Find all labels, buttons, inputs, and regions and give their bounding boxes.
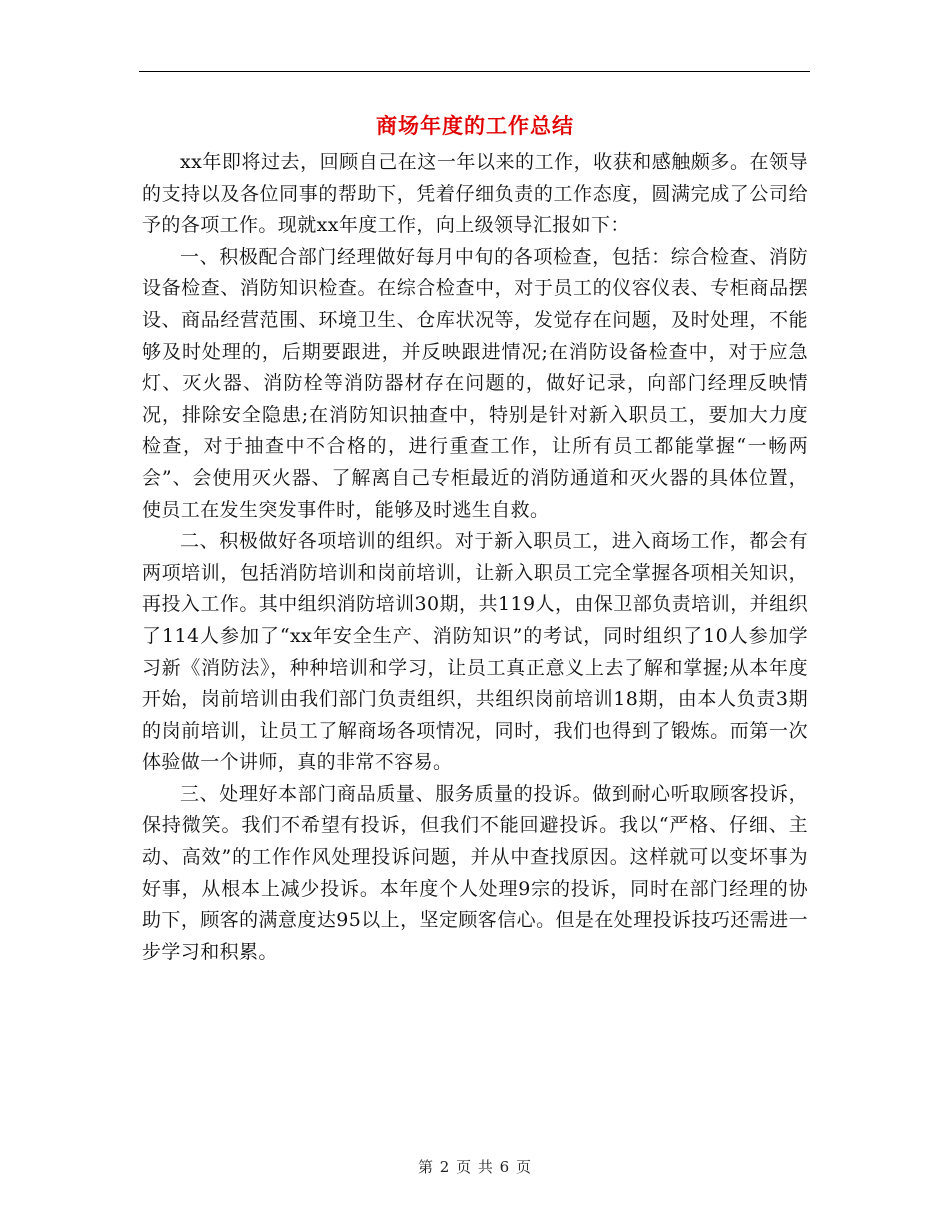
paragraph-section-3: 三、处理好本部门商品质量、服务质量的投诉。做到耐心听取顾客投诉，保持微笑。我们不希望有投诉，但我们不能回避投诉。我以“严格、仔细、主动、高效”的工作作风处理投诉问题，并从中查找原因。这样就可以变坏事为好事，从根本上减少投诉。本年度个人处理9宗的投诉，同时在部门经理的协助下，顾客的满意度达95以上，坚定顾客信心。但是在处理投诉技巧还需进一步学习和积累。	[142, 782, 808, 963]
page-number: 第 2 页 共 6 页	[418, 1158, 532, 1176]
document-title: 商场年度的工作总结	[376, 113, 574, 138]
paragraph-section-2: 二、积极做好各项培训的组织。对于新入职员工，进入商场工作，都会有两项培训，包括消防培训和岗前培训，让新入职员工完全掌握各项相关知识，再投入工作。其中组织消防培训30期，共119人，由保卫部负责培训，并组织了114人参加了“xx年安全生产、消防知识”的考试，同时组织了10人参加学习新《消防法》，种种培训和学习，让员工真正意义上去了解和掌握;从本年度开始，岗前培训由我们部门负责组织，共组织岗前培训18期，由本人负责3期的岗前培训，让员工了解商场各项情况，同时，我们也得到了锻炼。而第一次体验做一个讲师，真的非常不容易。	[142, 530, 808, 774]
document-body	[142, 147, 808, 968]
header-rule	[139, 71, 810, 72]
paragraph-intro: xx年即将过去，回顾自己在这一年以来的工作，收获和感触颇多。在领导的支持以及各位同事的帮助下，凭着仔细负责的工作态度，圆满完成了公司给予的各项工作。现就xx年度工作，向上级领导汇报如下：	[142, 151, 808, 237]
paragraph-section-1: 一、积极配合部门经理做好每月中旬的各项检查，包括：综合检查、消防设备检查、消防知识检查。在综合检查中，对于员工的仪容仪表、专柜商品摆设、商品经营范围、环境卫生、仓库状况等，发觉存在问题，及时处理，不能够及时处理的，后期要跟进，并反映跟进情况;在消防设备检查中，对于应急灯、灭火器、消防栓等消防器材存在问题的，做好记录，向部门经理反映情况，排除安全隐患;在消防知识抽查中，特别是针对新入职员工，要加大力度检查，对于抽查中不合格的，进行重查工作，让所有员工都能掌握“一畅两会”、会使用灭火器、了解离自己专柜最近的消防通道和灭火器的具体位置，使员工在发生突发事件时，能够及时逃生自救。	[142, 245, 808, 521]
